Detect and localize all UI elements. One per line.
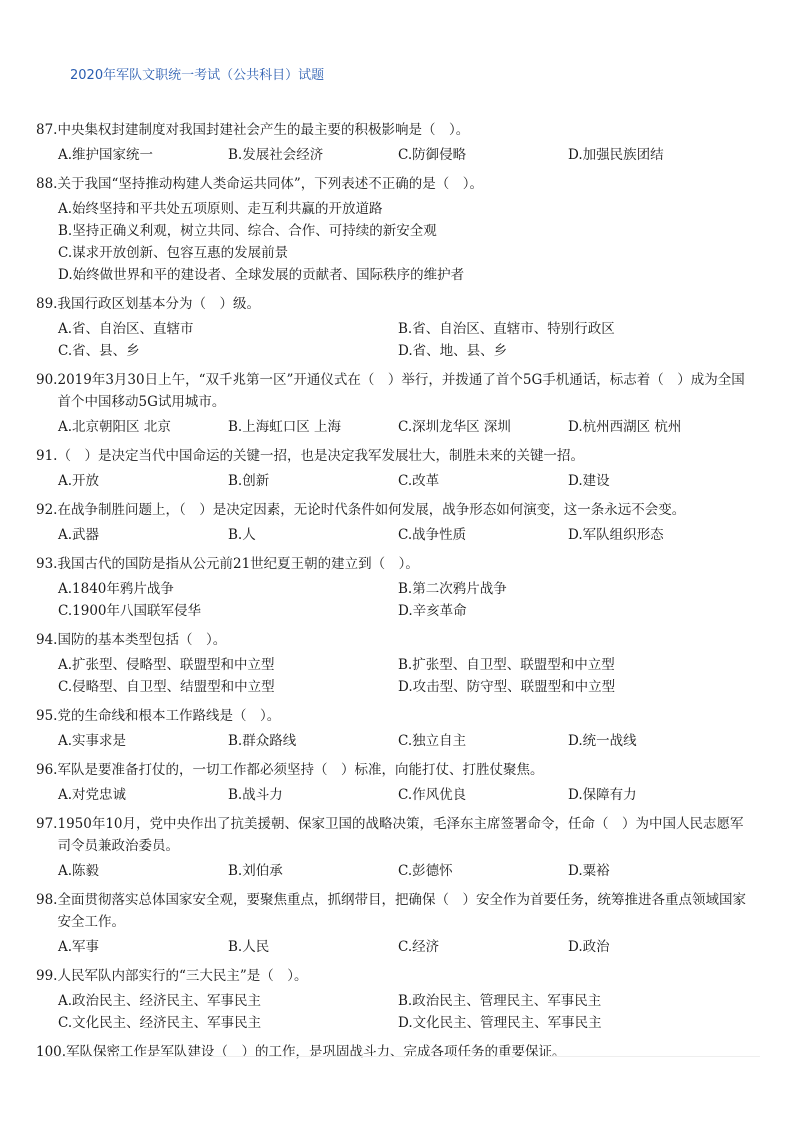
answer-option: D.杭州西湖区 杭州 <box>568 419 682 435</box>
answer-option: A.陈毅 <box>58 863 100 879</box>
question <box>36 499 756 546</box>
answer-option: D.保障有力 <box>568 787 637 803</box>
question-text: 人民军队内部实行的“三大民主”是（ ）。 <box>57 968 308 984</box>
answer-option: A.对党忠诚 <box>58 787 127 803</box>
option-list <box>58 524 756 546</box>
answer-option: C.谋求开放创新、包容互惠的发展前景 <box>58 245 289 261</box>
answer-option: D.粟裕 <box>568 863 610 879</box>
answer-option: C.侵略型、自卫型、结盟型和中立型 <box>58 679 275 695</box>
question <box>36 629 756 698</box>
question-stem <box>36 445 756 467</box>
question-text: 军队是要准备打仗的，一切工作都必须坚持（ ）标准，向能打仗、打胜仗聚焦。 <box>57 762 544 778</box>
question-stem <box>36 705 756 727</box>
question-text: 军队保密工作是军队建设（ ）的工作，是巩固战斗力、完成各项任务的重要保证。 <box>66 1044 566 1060</box>
answer-option: A.维护国家统一 <box>58 147 154 163</box>
question <box>36 445 756 492</box>
question-text: 我国古代的国防是指从公元前21世纪夏王朝的建立到（ ）。 <box>57 556 419 572</box>
question-stem <box>36 369 756 413</box>
question <box>36 889 756 958</box>
answer-option: D.文化民主、管理民主、军事民主 <box>398 1015 602 1031</box>
question-number: 88. <box>36 176 58 192</box>
question-number: 100. <box>36 1044 67 1060</box>
question-text: 党的生命线和根本工作路线是（ ）。 <box>57 708 281 724</box>
answer-option: A.军事 <box>58 939 100 955</box>
question <box>36 813 756 882</box>
question-stem <box>36 499 756 521</box>
question <box>36 119 756 166</box>
question-stem <box>36 813 756 857</box>
answer-option: A.政治民主、经济民主、军事民主 <box>58 993 262 1009</box>
answer-option: B.群众路线 <box>228 733 297 749</box>
question <box>36 965 756 1034</box>
question-text: 关于我国“坚持推动构建人类命运共同体”，下列表述不正确的是（ ）。 <box>57 176 484 192</box>
question-stem <box>36 173 756 195</box>
question-text: 在战争制胜问题上，（ ）是决定因素，无论时代条件如何发展，战争形态如何演变，这一条永远不会变。 <box>57 502 686 518</box>
question-number: 87. <box>36 122 58 138</box>
answer-option: A.武器 <box>58 527 100 543</box>
option-list <box>58 990 756 1034</box>
question-text: 2019年3月30日上午，“双千兆第一区”开通仪式在（ ）举行，并拨通了首个5G手机通话，标志着（ ）成为全国首个中国移动5G试用城市。 <box>57 372 745 410</box>
question-stem <box>36 965 756 987</box>
answer-option: C.省、县、乡 <box>58 343 140 359</box>
question <box>36 553 756 622</box>
option-list <box>58 654 756 698</box>
answer-option: B.坚持正确义利观，树立共同、综合、合作、可持续的新安全观 <box>58 223 437 239</box>
question-stem <box>36 119 756 141</box>
question <box>36 1041 756 1063</box>
question-number: 97. <box>36 816 58 832</box>
question-number: 96. <box>36 762 58 778</box>
answer-option: D.辛亥革命 <box>398 603 467 619</box>
question-text: 中央集权封建制度对我国封建社会产生的最主要的积极影响是（ ）。 <box>57 122 470 138</box>
question-list <box>36 119 756 1063</box>
answer-option: B.刘伯承 <box>228 863 283 879</box>
answer-option: C.彭德怀 <box>398 863 453 879</box>
answer-option: B.上海虹口区 上海 <box>228 419 342 435</box>
option-list <box>58 198 756 286</box>
question-text: 我国行政区划基本分为（ ）级。 <box>57 296 260 312</box>
option-list <box>58 470 756 492</box>
question-text: （ ）是决定当代中国命运的关键一招，也是决定我军发展壮大，制胜未来的关键一招。 <box>57 448 584 464</box>
answer-option: D.攻击型、防守型、联盟型和中立型 <box>398 679 616 695</box>
answer-option: D.加强民族团结 <box>568 147 664 163</box>
answer-option: A.实事求是 <box>58 733 127 749</box>
answer-option: A.始终坚持和平共处五项原则、走互利共赢的开放道路 <box>58 201 383 217</box>
question-number: 92. <box>36 502 58 518</box>
question-number: 99. <box>36 968 58 984</box>
answer-option: D.建设 <box>568 473 610 489</box>
option-list <box>58 144 756 166</box>
answer-option: B.人 <box>228 527 256 543</box>
answer-option: A.省、自治区、直辖市 <box>58 321 194 337</box>
answer-option: C.经济 <box>398 939 440 955</box>
answer-option: C.战争性质 <box>398 527 467 543</box>
question-number: 90. <box>36 372 58 388</box>
answer-option: C.改革 <box>398 473 440 489</box>
answer-option: B.扩张型、自卫型、联盟型和中立型 <box>398 657 615 673</box>
question-text: 全面贯彻落实总体国家安全观，要聚焦重点，抓纲带目，把确保（ ）安全作为首要任务，统筹推进各重点领域国家安全工作。 <box>57 892 746 930</box>
question-text: 国防的基本类型包括（ ）。 <box>57 632 227 648</box>
answer-option: B.创新 <box>228 473 270 489</box>
answer-option: B.政治民主、管理民主、军事民主 <box>398 993 602 1009</box>
question <box>36 369 756 438</box>
question-number: 94. <box>36 632 58 648</box>
option-list <box>58 416 756 438</box>
answer-option: D.始终做世界和平的建设者、全球发展的贡献者、国际秩序的维护者 <box>58 267 465 283</box>
question-number: 91. <box>36 448 58 464</box>
question-number: 89. <box>36 296 58 312</box>
option-list <box>58 578 756 622</box>
answer-option: A.扩张型、侵略型、联盟型和中立型 <box>58 657 275 673</box>
question <box>36 759 756 806</box>
answer-option: C.文化民主、经济民主、军事民主 <box>58 1015 262 1031</box>
answer-option: C.1900年八国联军侵华 <box>58 603 201 619</box>
answer-option: D.统一战线 <box>568 733 637 749</box>
answer-option: C.独立自主 <box>398 733 467 749</box>
option-list <box>58 730 756 752</box>
answer-option: A.开放 <box>58 473 100 489</box>
answer-option: D.省、地、县、乡 <box>398 343 508 359</box>
question-stem <box>36 1041 756 1063</box>
option-list <box>58 318 756 362</box>
question-stem <box>36 553 756 575</box>
answer-option: C.深圳龙华区 深圳 <box>398 419 511 435</box>
option-list <box>58 936 756 958</box>
question-stem <box>36 293 756 315</box>
question-text: 1950年10月，党中央作出了抗美援朝、保家卫国的战略决策，毛泽东主席签署命令，任命（ ）为中国人民志愿军司令员兼政治委员。 <box>57 816 744 854</box>
question-stem <box>36 759 756 781</box>
footer-divider <box>40 1056 760 1057</box>
answer-option: B.发展社会经济 <box>228 147 324 163</box>
question-stem <box>36 629 756 651</box>
question-stem <box>36 889 756 933</box>
answer-option: D.军队组织形态 <box>568 527 664 543</box>
question-number: 93. <box>36 556 58 572</box>
question <box>36 705 756 752</box>
question <box>36 173 756 286</box>
option-list <box>58 784 756 806</box>
answer-option: A.北京朝阳区 北京 <box>58 419 171 435</box>
question <box>36 293 756 362</box>
answer-option: B.战斗力 <box>228 787 283 803</box>
answer-option: D.政治 <box>568 939 610 955</box>
answer-option: A.1840年鸦片战争 <box>58 581 174 597</box>
question-number: 95. <box>36 708 58 724</box>
answer-option: B.第二次鸦片战争 <box>398 581 507 597</box>
option-list <box>58 860 756 882</box>
answer-option: C.防御侵略 <box>398 147 467 163</box>
answer-option: C.作风优良 <box>398 787 467 803</box>
answer-option: B.省、自治区、直辖市、特别行政区 <box>398 321 615 337</box>
answer-option: B.人民 <box>228 939 270 955</box>
page-header: 2020年军队文职统一考试（公共科目）试题 <box>70 68 325 83</box>
question-number: 98. <box>36 892 58 908</box>
